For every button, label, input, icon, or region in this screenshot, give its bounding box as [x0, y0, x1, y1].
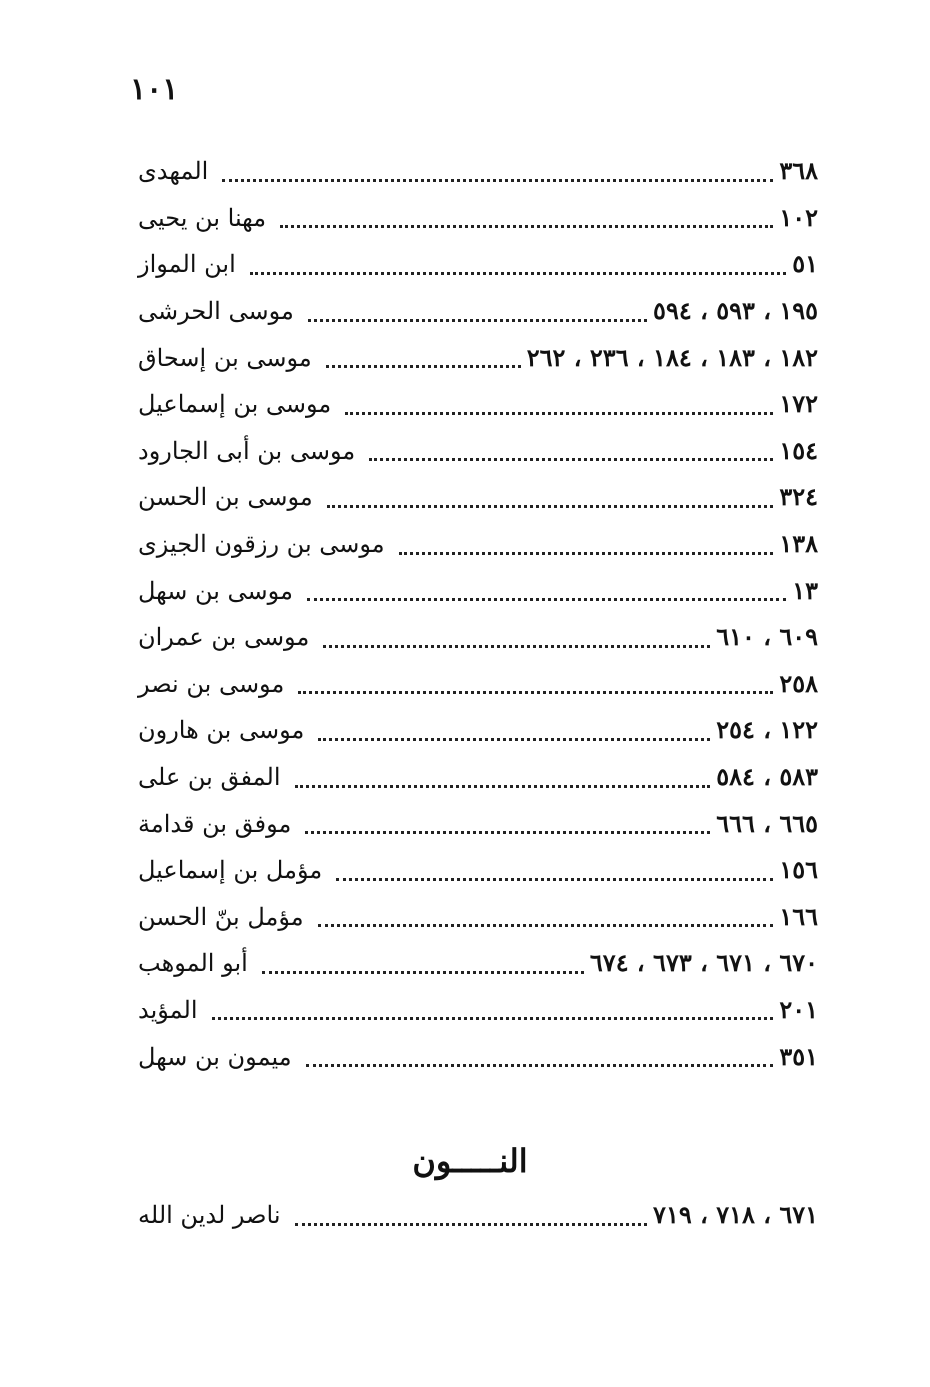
entry-page-numbers: ١٩٥ ، ٥٩٣ ، ٥٩٤: [653, 296, 818, 326]
entry-name: المفق بن على: [138, 763, 281, 792]
index-entry: [128, 754, 820, 801]
index-entry: [128, 847, 820, 894]
entry-page-numbers: ٦٠٩ ، ٦١٠: [716, 622, 818, 652]
dot-leader: [336, 868, 773, 881]
entry-page-numbers: ٣٢٤: [779, 482, 818, 512]
entry-page-numbers: ٦٧١ ، ٧١٨ ، ٧١٩: [653, 1200, 818, 1230]
entry-page-numbers: ١٥٦: [779, 855, 818, 885]
page-number: ١٠١: [130, 72, 179, 107]
entry-name: موفق بن قدامة: [138, 809, 292, 838]
index-entry: [128, 241, 820, 288]
dot-leader: [222, 169, 773, 182]
entry-page-numbers: ٦٦٥ ، ٦٦٦: [716, 808, 818, 838]
entry-name: مؤمل بن إسماعيل: [138, 856, 323, 885]
entry-page-numbers: ١٨٢ ، ١٨٣ ، ١٨٤ ، ٢٣٦ ، ٢٦٢: [526, 342, 818, 372]
section-heading: [0, 1142, 930, 1180]
entry-name: موسى الحرشى: [138, 297, 294, 326]
dot-leader: [295, 1213, 648, 1226]
entry-name: ميمون بن سهل: [138, 1042, 292, 1071]
section-entries-list: [128, 1192, 820, 1239]
entry-name: ابن المواز: [138, 250, 236, 279]
index-entry: [128, 1033, 820, 1080]
entry-page-numbers: ٦٧٠ ، ٦٧١ ، ٦٧٣ ، ٦٧٤: [589, 948, 818, 978]
entry-page-numbers: ٥٨٣ ، ٥٨٤: [716, 762, 818, 792]
dot-leader: [295, 775, 711, 788]
dot-leader: [327, 495, 774, 508]
dot-leader: [305, 821, 710, 834]
index-entry: [128, 707, 820, 754]
index-entry: [128, 614, 820, 661]
entry-page-numbers: ١٢٢ ، ٢٥٤: [716, 715, 818, 745]
entry-page-numbers: ٣٥١: [779, 1041, 818, 1071]
entry-name: موسى بن رزقون الجيزى: [138, 530, 385, 559]
index-entries-list: [128, 148, 820, 1080]
index-entry: [128, 521, 820, 568]
entry-page-numbers: ١٣: [792, 575, 818, 605]
index-entry: [128, 567, 820, 614]
dot-leader: [369, 448, 773, 461]
dot-leader: [250, 262, 786, 275]
dot-leader: [318, 914, 774, 927]
dot-leader: [318, 728, 710, 741]
entry-name: ناصر لدين الله: [138, 1201, 281, 1230]
entry-page-numbers: ٢٠١: [779, 994, 818, 1024]
dot-leader: [345, 402, 773, 415]
index-entry: [128, 800, 820, 847]
entry-name: موسى بن إسماعيل: [138, 390, 332, 419]
entry-name: موسى بن أبى الجارود: [138, 436, 356, 465]
entry-page-numbers: ١٥٤: [779, 435, 818, 465]
index-entry: [128, 474, 820, 521]
section-heading-text: النـــــون: [412, 1142, 528, 1180]
dot-leader: [307, 588, 786, 601]
entry-name: موسى بن هارون: [138, 716, 305, 745]
entry-name: مهنا بن يحيى: [138, 203, 267, 232]
index-entry: [128, 661, 820, 708]
entry-name: موسى بن إسحاق: [138, 343, 312, 372]
entry-name: مؤمل بنّ الحسن: [138, 902, 304, 931]
index-entry: [128, 940, 820, 987]
dot-leader: [298, 681, 773, 694]
entry-name: المؤيد: [138, 995, 198, 1024]
dot-leader: [280, 215, 773, 228]
entry-name: المهدى: [138, 157, 209, 186]
index-entry: [128, 428, 820, 475]
dot-leader: [323, 635, 710, 648]
entry-name: أبو الموهب: [138, 949, 248, 978]
dot-leader: [212, 1007, 774, 1020]
entry-page-numbers: ٣٦٨: [779, 156, 818, 186]
dot-leader: [262, 961, 584, 974]
entry-page-numbers: ٢٥٨: [779, 668, 818, 698]
entry-name: موسى بن عمران: [138, 623, 310, 652]
index-entry: [128, 987, 820, 1034]
entry-page-numbers: ١٠٢: [779, 202, 818, 232]
entry-page-numbers: ١٣٨: [779, 529, 818, 559]
index-entry: [128, 334, 820, 381]
dot-leader: [399, 542, 774, 555]
entry-page-numbers: ٥١: [792, 249, 818, 279]
dot-leader: [306, 1054, 774, 1067]
index-entry: [128, 1192, 820, 1239]
index-entry: [128, 288, 820, 335]
index-entry: [128, 148, 820, 195]
dot-leader: [308, 309, 647, 322]
index-entry: [128, 381, 820, 428]
dot-leader: [326, 355, 521, 368]
entry-name: موسى بن الحسن: [138, 483, 313, 512]
index-entry: [128, 195, 820, 242]
entry-name: موسى بن نصر: [138, 669, 285, 698]
entry-page-numbers: ١٦٦: [779, 901, 818, 931]
index-entry: [128, 894, 820, 941]
entry-page-numbers: ١٧٢: [779, 389, 818, 419]
entry-name: موسى بن سهل: [138, 576, 293, 605]
